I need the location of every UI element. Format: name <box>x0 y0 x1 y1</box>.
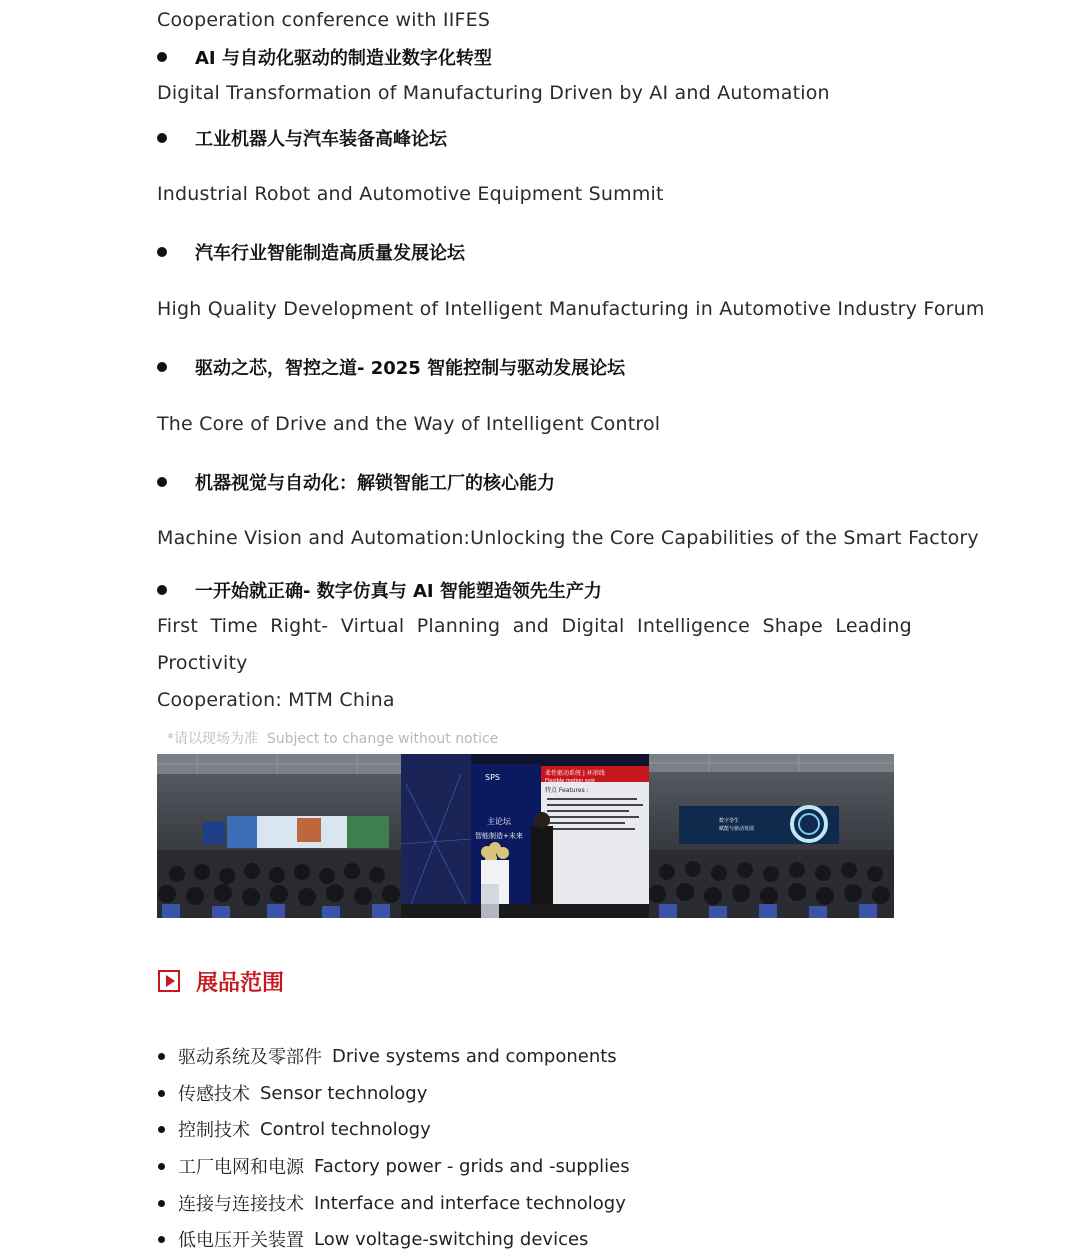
forum-title-zh: AI 与自动化驱动的制造业数字化转型 <box>195 48 492 69</box>
scope-item-zh: 连接与连接技术 <box>178 1194 304 1215</box>
screen3-features: 特点 Features : <box>545 787 589 794</box>
screen3-heading: 柔性驱动系统 | 环形线 <box>545 770 605 777</box>
section-heading <box>158 965 284 997</box>
conference-photo-1 <box>157 754 401 918</box>
photo-2-image <box>401 754 649 918</box>
play-icon <box>158 970 180 992</box>
scope-item-en: Control technology <box>260 1118 431 1140</box>
bullet-icon <box>158 1236 165 1243</box>
forum-title-en: Digital Transformation of Manufacturing Driven by AI and Automation <box>157 82 830 104</box>
bullet-icon <box>158 1163 165 1170</box>
forum-cooperation: Cooperation: MTM China <box>157 689 395 711</box>
conference-photo-2 <box>401 754 649 918</box>
forum-item <box>157 353 625 381</box>
screen-title: 主论坛 <box>487 817 511 826</box>
screen5-text1: 数字孪生 <box>719 818 740 824</box>
forum-item <box>157 468 555 496</box>
forum-title-en: Industrial Robot and Automotive Equipment Summit <box>157 183 664 205</box>
forum-item <box>157 238 465 266</box>
scope-item-zh: 低电压开关装置 <box>178 1230 304 1251</box>
bullet-icon <box>157 362 167 372</box>
forum-item <box>157 43 492 71</box>
scope-item-en: Factory power - grids and -supplies <box>314 1155 630 1177</box>
forum-title-zh: 汽车行业智能制造高质量发展论坛 <box>195 243 465 264</box>
scope-item <box>158 1153 630 1179</box>
bullet-icon <box>157 477 167 487</box>
forum-item <box>157 576 602 604</box>
intro-line: Cooperation conference with IIFES <box>157 9 491 31</box>
bullet-icon <box>157 52 167 62</box>
section-title: 展品范围 <box>196 970 285 996</box>
forum-title-en: High Quality Development of Intelligent Manufacturing in Automotive Industry Forum <box>157 298 985 320</box>
photo-3-image <box>649 754 894 918</box>
bullet-icon <box>158 1053 165 1060</box>
forum-title-zh: 驱动之芯，智控之道- 2025 智能控制与驱动发展论坛 <box>195 358 626 379</box>
scope-item <box>158 1043 617 1069</box>
screen-subtitle: 智能制造+未来 <box>475 832 523 840</box>
scope-item <box>158 1080 427 1106</box>
screen5-text2: 赋能与驱动发展 <box>719 826 755 832</box>
bullet-icon <box>158 1200 165 1207</box>
forum-title-en: First Time Right- Virtual Planning and Digital Intelligence Shape Leading <box>157 615 912 637</box>
scope-item <box>158 1190 626 1216</box>
scope-item <box>158 1226 588 1252</box>
change-notice: *请以现场为准 Subject to change without notice <box>167 731 499 747</box>
forum-item <box>157 124 447 152</box>
scope-item-en: Drive systems and components <box>332 1045 617 1067</box>
scope-item-zh: 驱动系统及零部件 <box>178 1047 322 1068</box>
bullet-icon <box>157 247 167 257</box>
forum-title-en: The Core of Drive and the Way of Intelligent Control <box>157 413 661 435</box>
scope-item-zh: 传感技术 <box>178 1084 250 1105</box>
forum-title-en: Machine Vision and Automation:Unlocking the Core Capabilities of the Smart Factory <box>157 527 979 549</box>
bullet-icon <box>158 1126 165 1133</box>
bullet-icon <box>157 585 167 595</box>
screen-label: SPS <box>485 773 500 782</box>
scope-item-zh: 控制技术 <box>178 1120 250 1141</box>
scope-item-en: Low voltage-switching devices <box>314 1228 589 1250</box>
photo-1-image <box>157 754 401 918</box>
forum-title-zh: 机器视觉与自动化：解锁智能工厂的核心能力 <box>195 473 555 494</box>
forum-title-en-continued: Proctivity <box>157 652 248 674</box>
forum-title-zh: 工业机器人与汽车装备高峰论坛 <box>195 129 447 150</box>
scope-item-en: Interface and interface technology <box>314 1192 626 1214</box>
conference-photo-strip <box>157 754 894 918</box>
scope-item-zh: 工厂电网和电源 <box>178 1157 304 1178</box>
scope-item <box>158 1116 431 1142</box>
scope-item-en: Sensor technology <box>260 1082 428 1104</box>
screen3-subheading: Flexible motion syst <box>545 778 596 784</box>
conference-photo-3 <box>649 754 894 918</box>
bullet-icon <box>158 1090 165 1097</box>
forum-title-zh: 一开始就正确- 数字仿真与 AI 智能塑造领先生产力 <box>195 581 602 602</box>
bullet-icon <box>157 133 167 143</box>
